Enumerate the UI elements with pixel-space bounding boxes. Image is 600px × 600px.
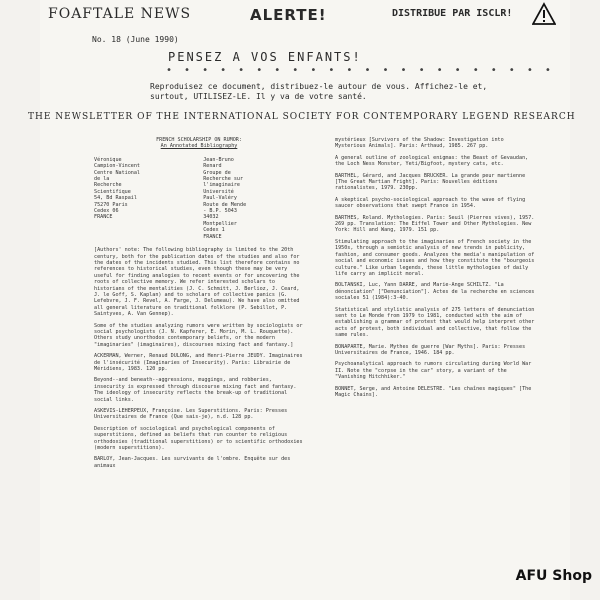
address-line: l'imaginaire bbox=[203, 182, 241, 189]
authors-note: [Authors' note: The following bibliography is limited to the 20th century, both for the publication dates of the studies and also for the dates of the incidents studied. This list therefore contains no references to historical studies, even though these may be very useful for finding analogies to recent events or for uncovering the roots of collective memory. We refer interested scholars to historians of the mentalities (J. C. Schmitt, J. Berlioz, J. Ceard, J. le Goff, S. Kaplan) and to scholars of collective panics (G. Lefebvre, J. F. Revel, A. Farge, J. Delumeau). We have also omitted all general literature on traditional folklore (P. Sebillot, P. Saintyves, A. Van Gennep). bbox=[94, 247, 300, 318]
bibliography-title: FRENCH SCHOLARSHIP ON RUMOR: bbox=[156, 137, 242, 143]
right-column bbox=[335, 137, 535, 403]
issue-number: No. 18 (June 1990) bbox=[92, 35, 179, 44]
address-line: Groupe de Recherche sur bbox=[203, 169, 244, 183]
authors-note-continued: Some of the studies analyzing rumors were written by sociologists or social psychologists (J. N. Kapferer, E. Morin, M. L. Rouquette). Others study unorthodox contemporary beliefs, or the modern "imaginaries" (imaginaires), discourses mixing fact and fantasy.] bbox=[94, 322, 303, 348]
address-line: Recherche Scientifique bbox=[94, 182, 131, 195]
entry-barloy: BARLOY, Jean-Jacques. Les survivants de l'ombre. Enquête sur des animaux bbox=[94, 456, 291, 469]
address-line: Université Paul-Valéry bbox=[203, 188, 237, 202]
entry-barthel: BARTHEL, Gérard, and Jacques BRUCKER. La grande peur martienne [The Great Martian Fright]. Paris: Nouvelles éditions rationalistes, 1979. 230pp. bbox=[335, 172, 526, 192]
pensez-headline: PENSEZ A VOS ENFANTS! bbox=[168, 50, 362, 64]
entry-bonnet: BONNET, Serge, and Antoine DELESTRE. "Les chaînes magiques" [The Magic Chains]. bbox=[335, 385, 532, 398]
shop-watermark: AFU Shop bbox=[515, 568, 592, 584]
address-line: 54, Bd Raspail bbox=[94, 195, 137, 202]
bibliography-subtitle: An Annotated Bibliography bbox=[160, 143, 238, 150]
left-column bbox=[94, 137, 304, 474]
entry-barloy-continued: mystérieux [Survivors of the Shadow: Investigation into Mysterious Animals]. Paris: Arthaud, 1985. 267 pp. bbox=[335, 137, 504, 150]
address-line: FRANCE bbox=[94, 214, 113, 221]
entry-boltanski-annotation: Statistical and stylistic analysis of 275 letters of denunciation sent to Le Monde from 1979 to 1981, conducted with the aim of establishing a grammar of protest that would help interpret other acts of protest, both individual and collective, that follow the same rules. bbox=[335, 306, 535, 339]
author-addresses bbox=[94, 157, 304, 240]
distribue-stamp: DISTRIBUE PAR ISCLR! bbox=[392, 8, 513, 19]
entry-barloy-annotation: A general outline of zoological enigmas: the Beast of Gevaudan, the Loch Ness Monster, Yeti/Bigfoot, mystery cats, etc. bbox=[335, 154, 529, 168]
entry-bonaparte: BONAPARTE, Marie. Mythes de guerre [War Myths]. Paris: Presses Universitaires de France, 1946. 184 pp. bbox=[335, 343, 526, 356]
address-renard bbox=[203, 157, 304, 240]
entry-barthes-annotation: Stimulating approach to the imaginaries of French society in the 1950s, through a semiotic analysis of new trends in publicity, fashion, and consumer goods. Analyzes the media's manipulation of social and economic issues and how they constitute the "bourgeois culture." Like urban legends, these little mythologies of daily life carry an implicit moral. bbox=[335, 238, 535, 277]
dotted-rule: • • • • • • • • • • • • • • • • • • • • • • bbox=[166, 65, 554, 76]
address-line: 34032 Montpellier Cedex 1 bbox=[203, 214, 237, 234]
address-campion-vincent bbox=[94, 157, 195, 240]
address-line: Route de Mende - B.P. 5043 bbox=[203, 201, 247, 215]
alerte-stamp: ALERTE! bbox=[250, 6, 327, 24]
entry-askevis-annotation: Description of sociological and psychological components of superstitions, defined as beliefs that run counter to religious orthodoxies (traditional superstitions) or to scientific orthodoxies (modern superstitions). bbox=[94, 425, 303, 452]
entry-barthel-annotation: A skeptical psycho-sociological approach to the wave of flying saucer observations that swept France in 1954. bbox=[335, 196, 526, 210]
address-line: Centre National de la bbox=[94, 169, 141, 183]
entry-ackerman-annotation: Beyond--and beneath--aggressions, muggings, and robberies, insecurity is expressed through discourse mixing fact and fantasy. The ideology of insecurity reflects the break-up of traditional social links. bbox=[94, 377, 297, 403]
address-line: Véronique Campion-Vincent bbox=[94, 156, 141, 170]
entry-askevis: ASKEVIS-LEHERPEUX, Françoise. Les Superstitions. Paris: Presses Universitaires de France (Que sais-je), n.d. 128 pp. bbox=[94, 408, 288, 421]
reproduce-notice: Reproduisez ce document, distribuez-le autour de vous. Affichez-le et, surtout, UTILISEZ-LE. Il y va de votre santé. bbox=[150, 82, 488, 101]
masthead-title: FOAFTALE NEWS bbox=[48, 6, 192, 22]
address-line: Jean-Bruno Renard bbox=[203, 156, 234, 170]
entry-boltanski: BOLTANSKI, Luc, Yann DARRE, and Marie-Ange SCHILTZ. "La dénonciation" ["Denunciation"]. Actes de la recherche en sciences sociales 51 (1984):3-40. bbox=[335, 282, 535, 302]
entry-ackerman: ACKERMAN, Werner, Renaud DULONG, and Henri-Pierre JEUDY. Imaginaires de l'insécurité (Imaginaries of Insecurity). Paris: Librairie de Méridiens, 1983. 120 pp. bbox=[94, 353, 303, 372]
address-line: FRANCE bbox=[203, 233, 222, 240]
entry-barthes: BARTHES, Roland. Mythologies. Paris: Seuil (Pierres vives), 1957. 269 pp. Translation: The Eiffel Tower and Other Mythologies. New York: Hill and Wang, 1979. 151 pp. bbox=[335, 214, 535, 234]
entry-bonaparte-annotation: Psychoanalytical approach to rumors circulating during World War II. Note the "corpse in the car" story, a variant of the "Vanishing Hitchhiker." bbox=[335, 361, 532, 381]
newsletter-banner: THE NEWSLETTER OF THE INTERNATIONAL SOCIETY FOR CONTEMPORARY LEGEND RESEARCH bbox=[28, 112, 576, 122]
warning-triangle-icon bbox=[532, 2, 556, 26]
address-line: 75270 Paris Cedex 06 bbox=[94, 201, 128, 215]
